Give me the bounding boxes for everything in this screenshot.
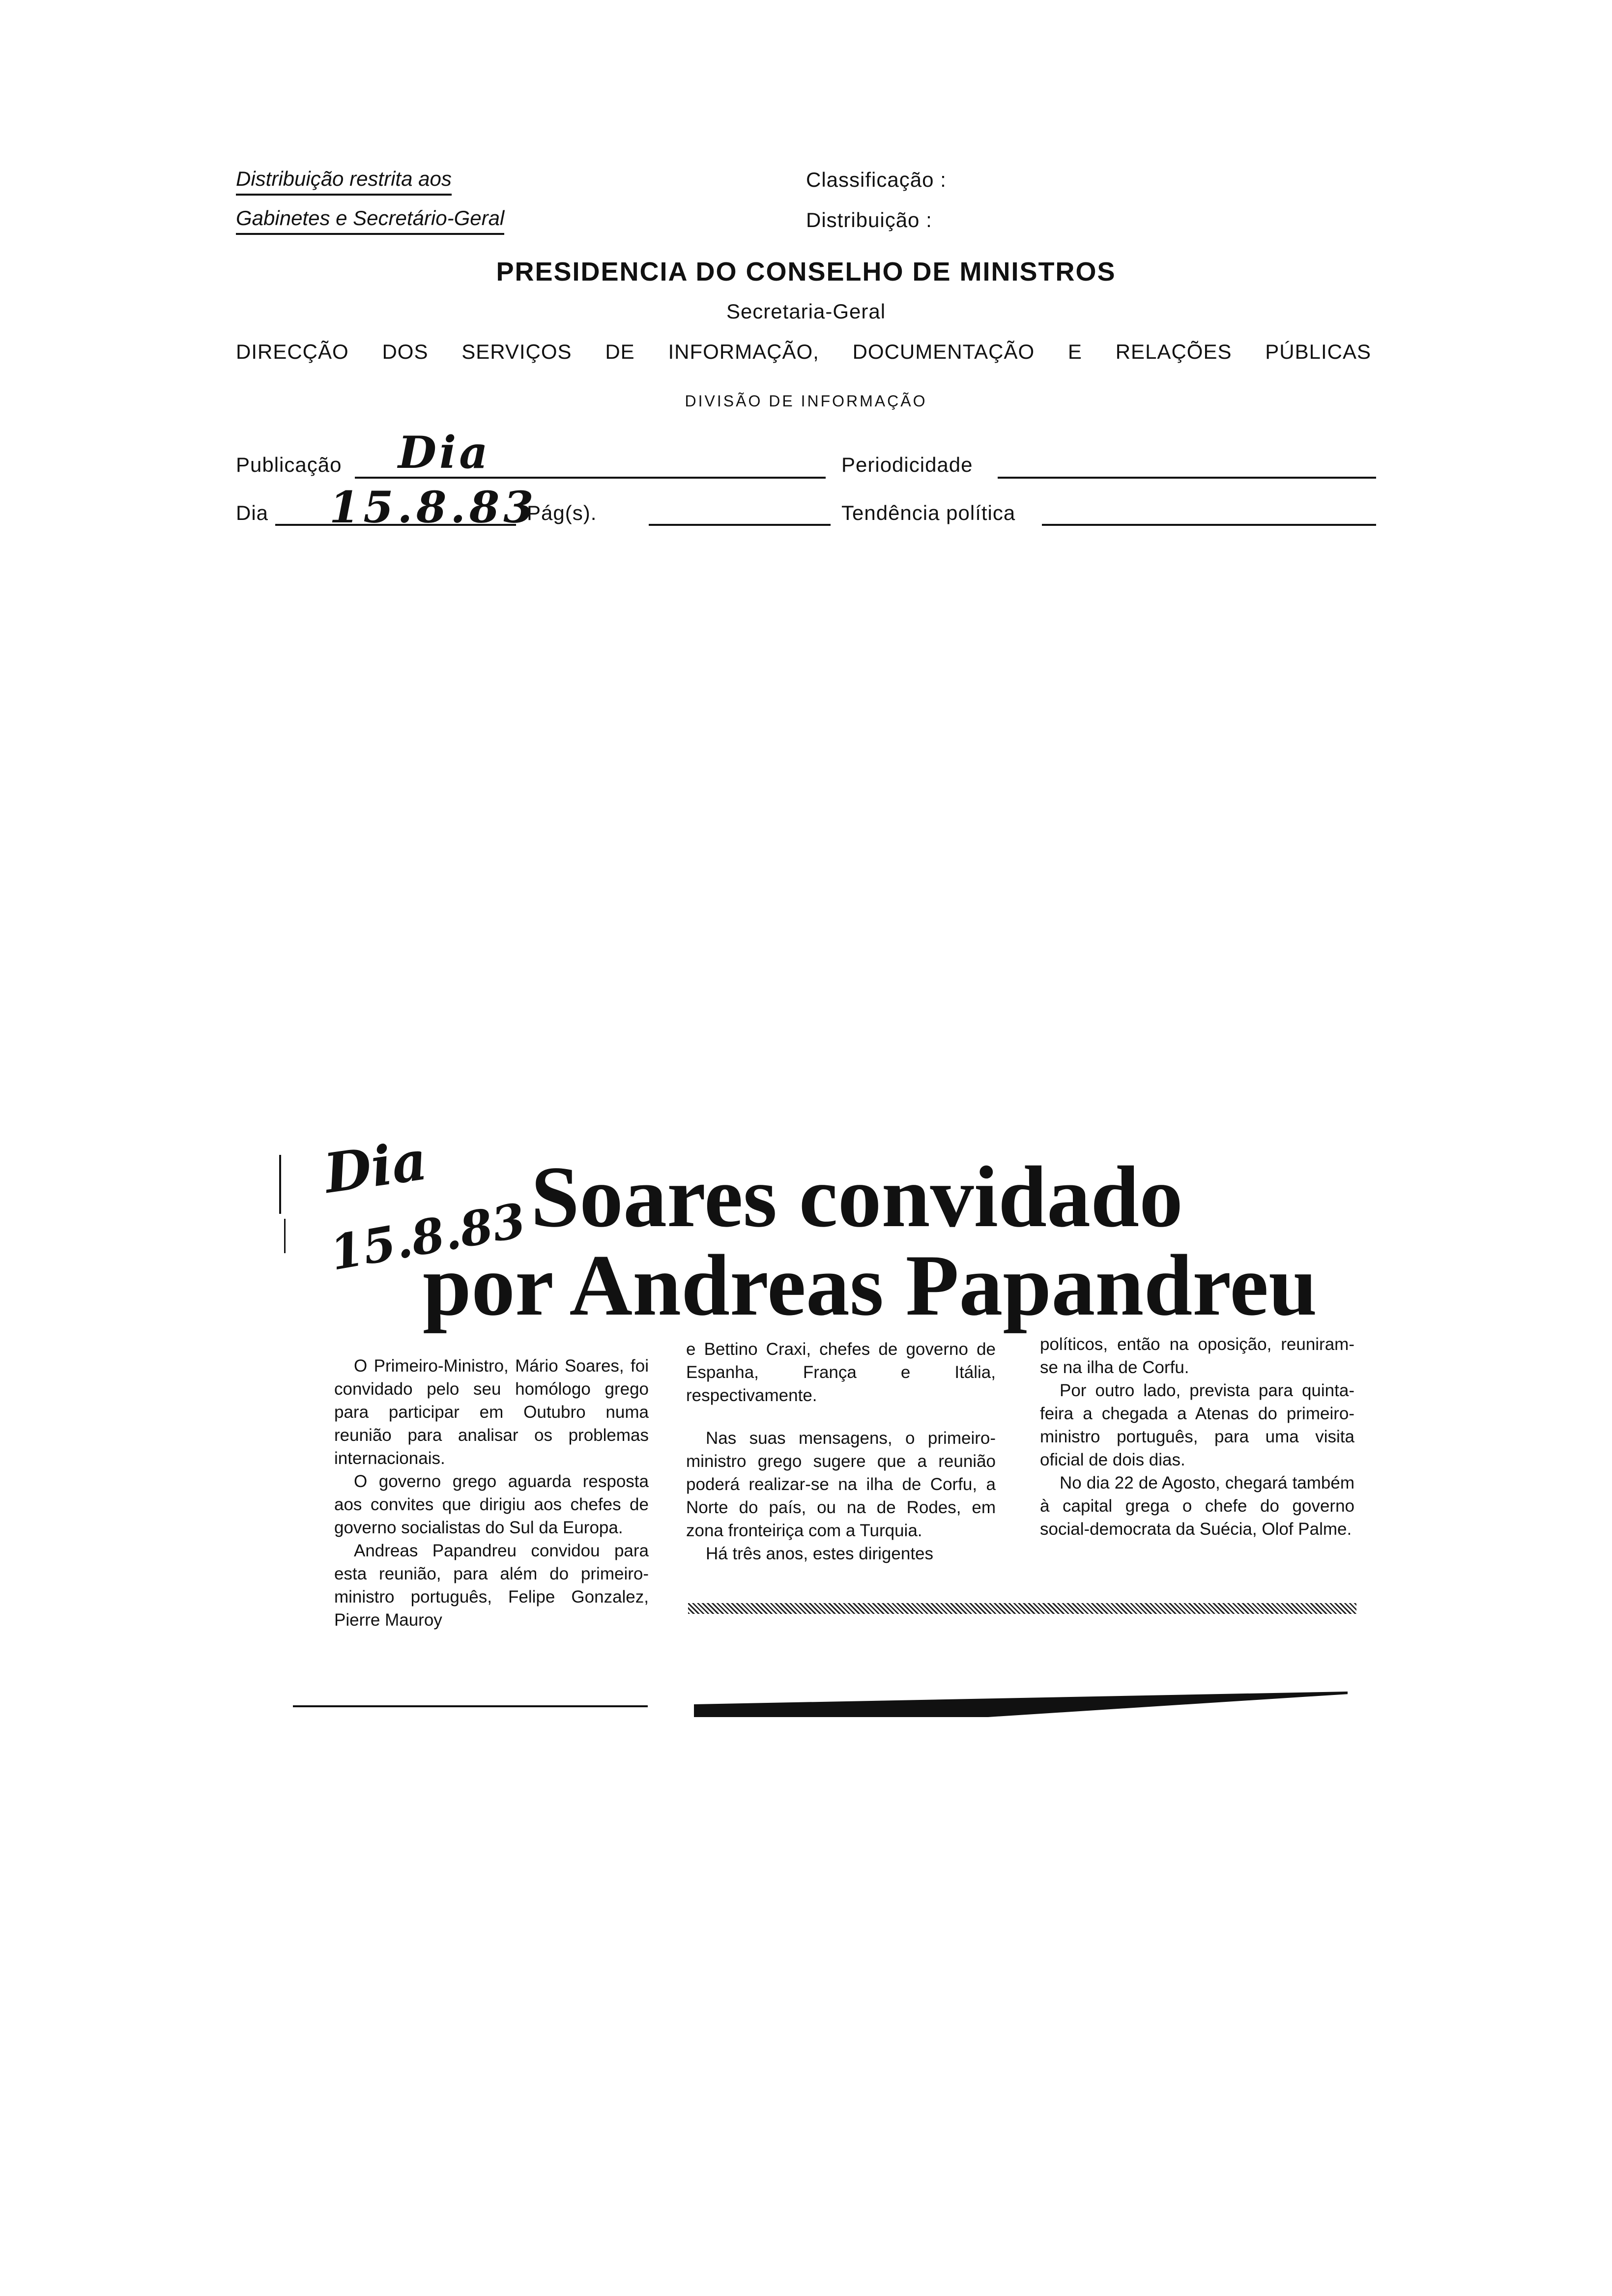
hatched-rule (688, 1603, 1356, 1614)
margin-mark-2 (284, 1219, 286, 1253)
article-column-2 (686, 1338, 996, 1565)
restricted-distribution-line2: Gabinetes e Secretário-Geral (236, 206, 504, 235)
dia-label: Dia (236, 501, 269, 524)
distribuicao-label: Distribuição : (806, 208, 932, 231)
tendencia-field-line (1042, 524, 1376, 526)
col2-paragraph-3: Há três anos, estes dirigentes (706, 1544, 934, 1563)
pags-label: Pág(s). (527, 501, 597, 524)
publicacao-handwritten: Dia (398, 427, 491, 479)
periodicidade-field-line (998, 477, 1376, 479)
article-column-3 (1040, 1333, 1354, 1541)
annotation-handwritten-2: 15.8.83 (326, 1192, 530, 1281)
column-end-rule (293, 1705, 648, 1707)
tendencia-label: Tendência política (841, 501, 1016, 524)
col1-paragraph-2: O governo grego aguarda resposta aos convites que dirigiu aos chefes de governo socialistas do Sul da Europa. (334, 1472, 649, 1537)
periodicidade-label: Periodicidade (841, 453, 973, 476)
col2-paragraph-2: Nas suas mensagens, o primeiro-ministro grego sugere que a reunião poderá realizar-se na ilha de Corfu, a Norte do país, ou na de Rodes, em zona fronteiriça com a Turquia. (686, 1429, 996, 1540)
restricted-distribution-line1: Distribuição restrita aos (236, 167, 452, 196)
article-column-1 (334, 1354, 649, 1632)
publicacao-label: Publicação (236, 453, 342, 476)
margin-mark (279, 1155, 281, 1214)
org-title: PRESIDENCIA DO CONSELHO DE MINISTROS (496, 257, 1116, 287)
col3-paragraph-1: políticos, então na oposição, reuniram-se na ilha de Corfu. (1040, 1335, 1354, 1377)
dia-handwritten: 15.8.83 (329, 482, 538, 533)
col1-paragraph-3: Andreas Papandreu convidou para esta reunião, para além do primeiro-ministro português, Felipe Gonzalez, Pierre Mauroy (334, 1541, 649, 1630)
col2-paragraph-1: e Bettino Craxi, chefes de governo de Espanha, França e Itália, respectivamente. (686, 1340, 996, 1405)
directorate: DIRECÇÃO DOS SERVIÇOS DE INFORMAÇÃO, DOCUMENTAÇÃO E RELAÇÕES PÚBLICAS (236, 340, 1371, 363)
headline-line1: Soares convidado (531, 1148, 1183, 1245)
pags-field-line (649, 524, 831, 526)
next-article-cutoff-bar (694, 1692, 1348, 1717)
headline-line2: por Andreas Papandreu (423, 1236, 1318, 1334)
division: DIVISÃO DE INFORMAÇÃO (685, 392, 927, 410)
col1-paragraph-1: O Primeiro-Ministro, Mário Soares, foi convidado pelo seu homólogo grego para participar em Outubro numa reunião para analisar os problemas internacionais. (334, 1356, 649, 1468)
col3-paragraph-3: No dia 22 de Agosto, chegará também à capital grega o chefe do governo social-democrata da Suécia, Olof Palme. (1040, 1473, 1354, 1539)
classificacao-label: Classificação : (806, 168, 947, 191)
secretariat: Secretaria-Geral (726, 300, 886, 323)
col3-paragraph-2: Por outro lado, prevista para quinta-feira a chegada a Atenas do primeiro-ministro português, para uma visita oficial de dois dias. (1040, 1381, 1354, 1469)
annotation-handwritten-1: Dia (320, 1128, 431, 1205)
